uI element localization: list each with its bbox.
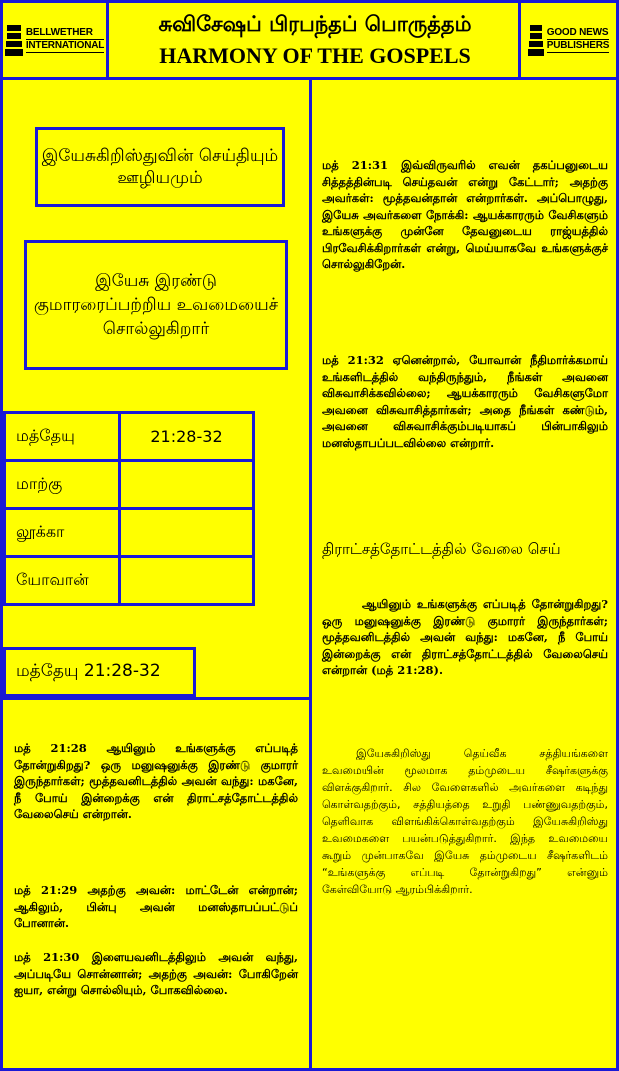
book-stack-icon [528, 23, 544, 57]
bellwether-logo [3, 3, 109, 77]
passage-reference [3, 647, 196, 697]
gospel-ref [120, 557, 254, 605]
commentary-paragraph: இயேசுகிறிஸ்து தெய்வீக சத்தியங்களை உவமையின் மூலமாக தம்முடைய சீஷர்களுக்கு விளக்குகிறார். சில வேளைகளில் அவர்களை கடிந்து கொள்வதற்கும், சத்தியத்தை உறுதி பண்ணுவதற்கும், தெளிவாக விளங்கிக்கொள்வதற்கும் இயேசுகிறிஸ்து உவமைகளை பயன்படுத்துகிறார். இந்த உவமையை கூறும் முன்பாகவே இயேசு தம்முடைய சீஷர்களிடம் “உங்களுக்கு எப்படி தோன்றுகிறது” என்னும் கேள்வியோடு ஆரம்பிக்கிறார். [322, 747, 608, 896]
topic-box [24, 240, 288, 370]
title-english: HARMONY OF THE GOSPELS [159, 43, 471, 68]
logo-line: INTERNATIONAL [25, 40, 105, 51]
topic-title: இயேசு இரண்டு குமாரரைப்பற்றிய உவமையைச் சொல்லுகிறார் [33, 271, 279, 339]
table-row [5, 413, 254, 461]
logo-line: PUBLISHERS [546, 40, 610, 51]
gospel-ref [120, 509, 254, 557]
verse-paragraph: மத் 21:32 ஏனென்றால், யோவான் நீதிமார்க்கமாய் உங்களிடத்தில் வந்திருந்தும், நீங்கள் அவனை விசுவாசிக்கவில்லை; ஆயக்காரரும் வேசிகளுமோ அவனை விசுவாசித்தார்கள்; அதை நீங்கள் கண்டும், அவனை விசுவாசிக்கும்படியாகப் பின்பாகிலும் மனஸ்தாபப்படவில்லை என்றார். [322, 353, 608, 450]
verse-paragraph: மத் 21:31 இவ்விருவரில் எவன் தகப்பனுடைய சித்தத்தின்படி செய்தவன் என்று கேட்டார்; அதற்கு அவர்கள்: மூத்தவன்தான் என்றார்கள். அப்பொழுது, இயேசு அவர்களை நோக்கி: ஆயக்காரரும் வேசிகளும் உங்களுக்கு முன்னே தேவனுடைய ராஜ்யத்தில் பிரவேசிக்கிறார்கள் என்று, மெய்யாகவே உங்களுக்குச் சொல்லுகிறேன். [322, 158, 608, 271]
key-verse-quote: ஆயினும் உங்களுக்கு எப்படித் தோன்றுகிறது? ஒரு மனுஷனுக்கு இரண்டு குமாரர் இருந்தார்கள்; மூத்தவனிடத்தில் அவன் வந்து: மகனே, நீ போய் இன்றைக்கு என் திராட்சத்தோட்டத்தில் வேலைசெய் என்றான் (மத் 21:28). [322, 597, 608, 677]
section-box [35, 127, 285, 207]
gospel-reference-table [3, 411, 255, 606]
column-divider [309, 80, 312, 1071]
gospel-name: யோவான் [5, 557, 120, 605]
title-block [112, 3, 518, 77]
commentary-heading: திராட்சத்தோட்டத்தில் வேலை செய் [322, 540, 561, 558]
verse-paragraph: மத் 21:30 இளையவனிடத்திலும் அவன் வந்து, அப்படியே சொன்னான்; அதற்கு அவன்: போகிறேன் ஐயா, என்று சொல்லியும், போகவில்லை. [14, 950, 298, 997]
title-tamil: சுவிசேஷப் பிரபந்தப் பொருத்தம் [158, 11, 472, 36]
good-news-logo [518, 3, 616, 77]
section-title: இயேசுகிறிஸ்துவின் செய்தியும் ஊழியமும் [41, 146, 279, 188]
gospel-name: லூக்கா [5, 509, 120, 557]
header [0, 0, 619, 80]
table-row [5, 509, 254, 557]
table-row [5, 461, 254, 509]
gospel-ref: 21:28-32 [120, 413, 254, 461]
verse-paragraph: மத் 21:29 அதற்கு அவன்: மாட்டேன் என்றான்; ஆகிலும், பின்பு அவன் மனஸ்தாபப்பட்டுப் போனான். [14, 883, 298, 930]
verse-paragraph: மத் 21:28 ஆயினும் உங்களுக்கு எப்படித் தோன்றுகிறது? ஒரு மனுஷனுக்கு இரண்டு குமாரர் இருந்தார்கள்; மூத்தவனிடத்தில் அவன் வந்து: மகனே, நீ போய் இன்றைக்கு என் திராட்சத்தோட்டத்தில் வேலைசெய் என்றான். [14, 741, 298, 821]
gospel-ref [120, 461, 254, 509]
gospel-name: மாற்கு [5, 461, 120, 509]
gospel-name: மத்தேயு [5, 413, 120, 461]
logo-line: GOOD NEWS [546, 27, 609, 38]
logo-line: BELLWETHER [26, 27, 104, 40]
passage-divider [3, 697, 309, 700]
passage-reference-text: மத்தேயு 21:28-32 [16, 661, 161, 681]
table-row [5, 557, 254, 605]
book-stack-icon [5, 23, 23, 57]
